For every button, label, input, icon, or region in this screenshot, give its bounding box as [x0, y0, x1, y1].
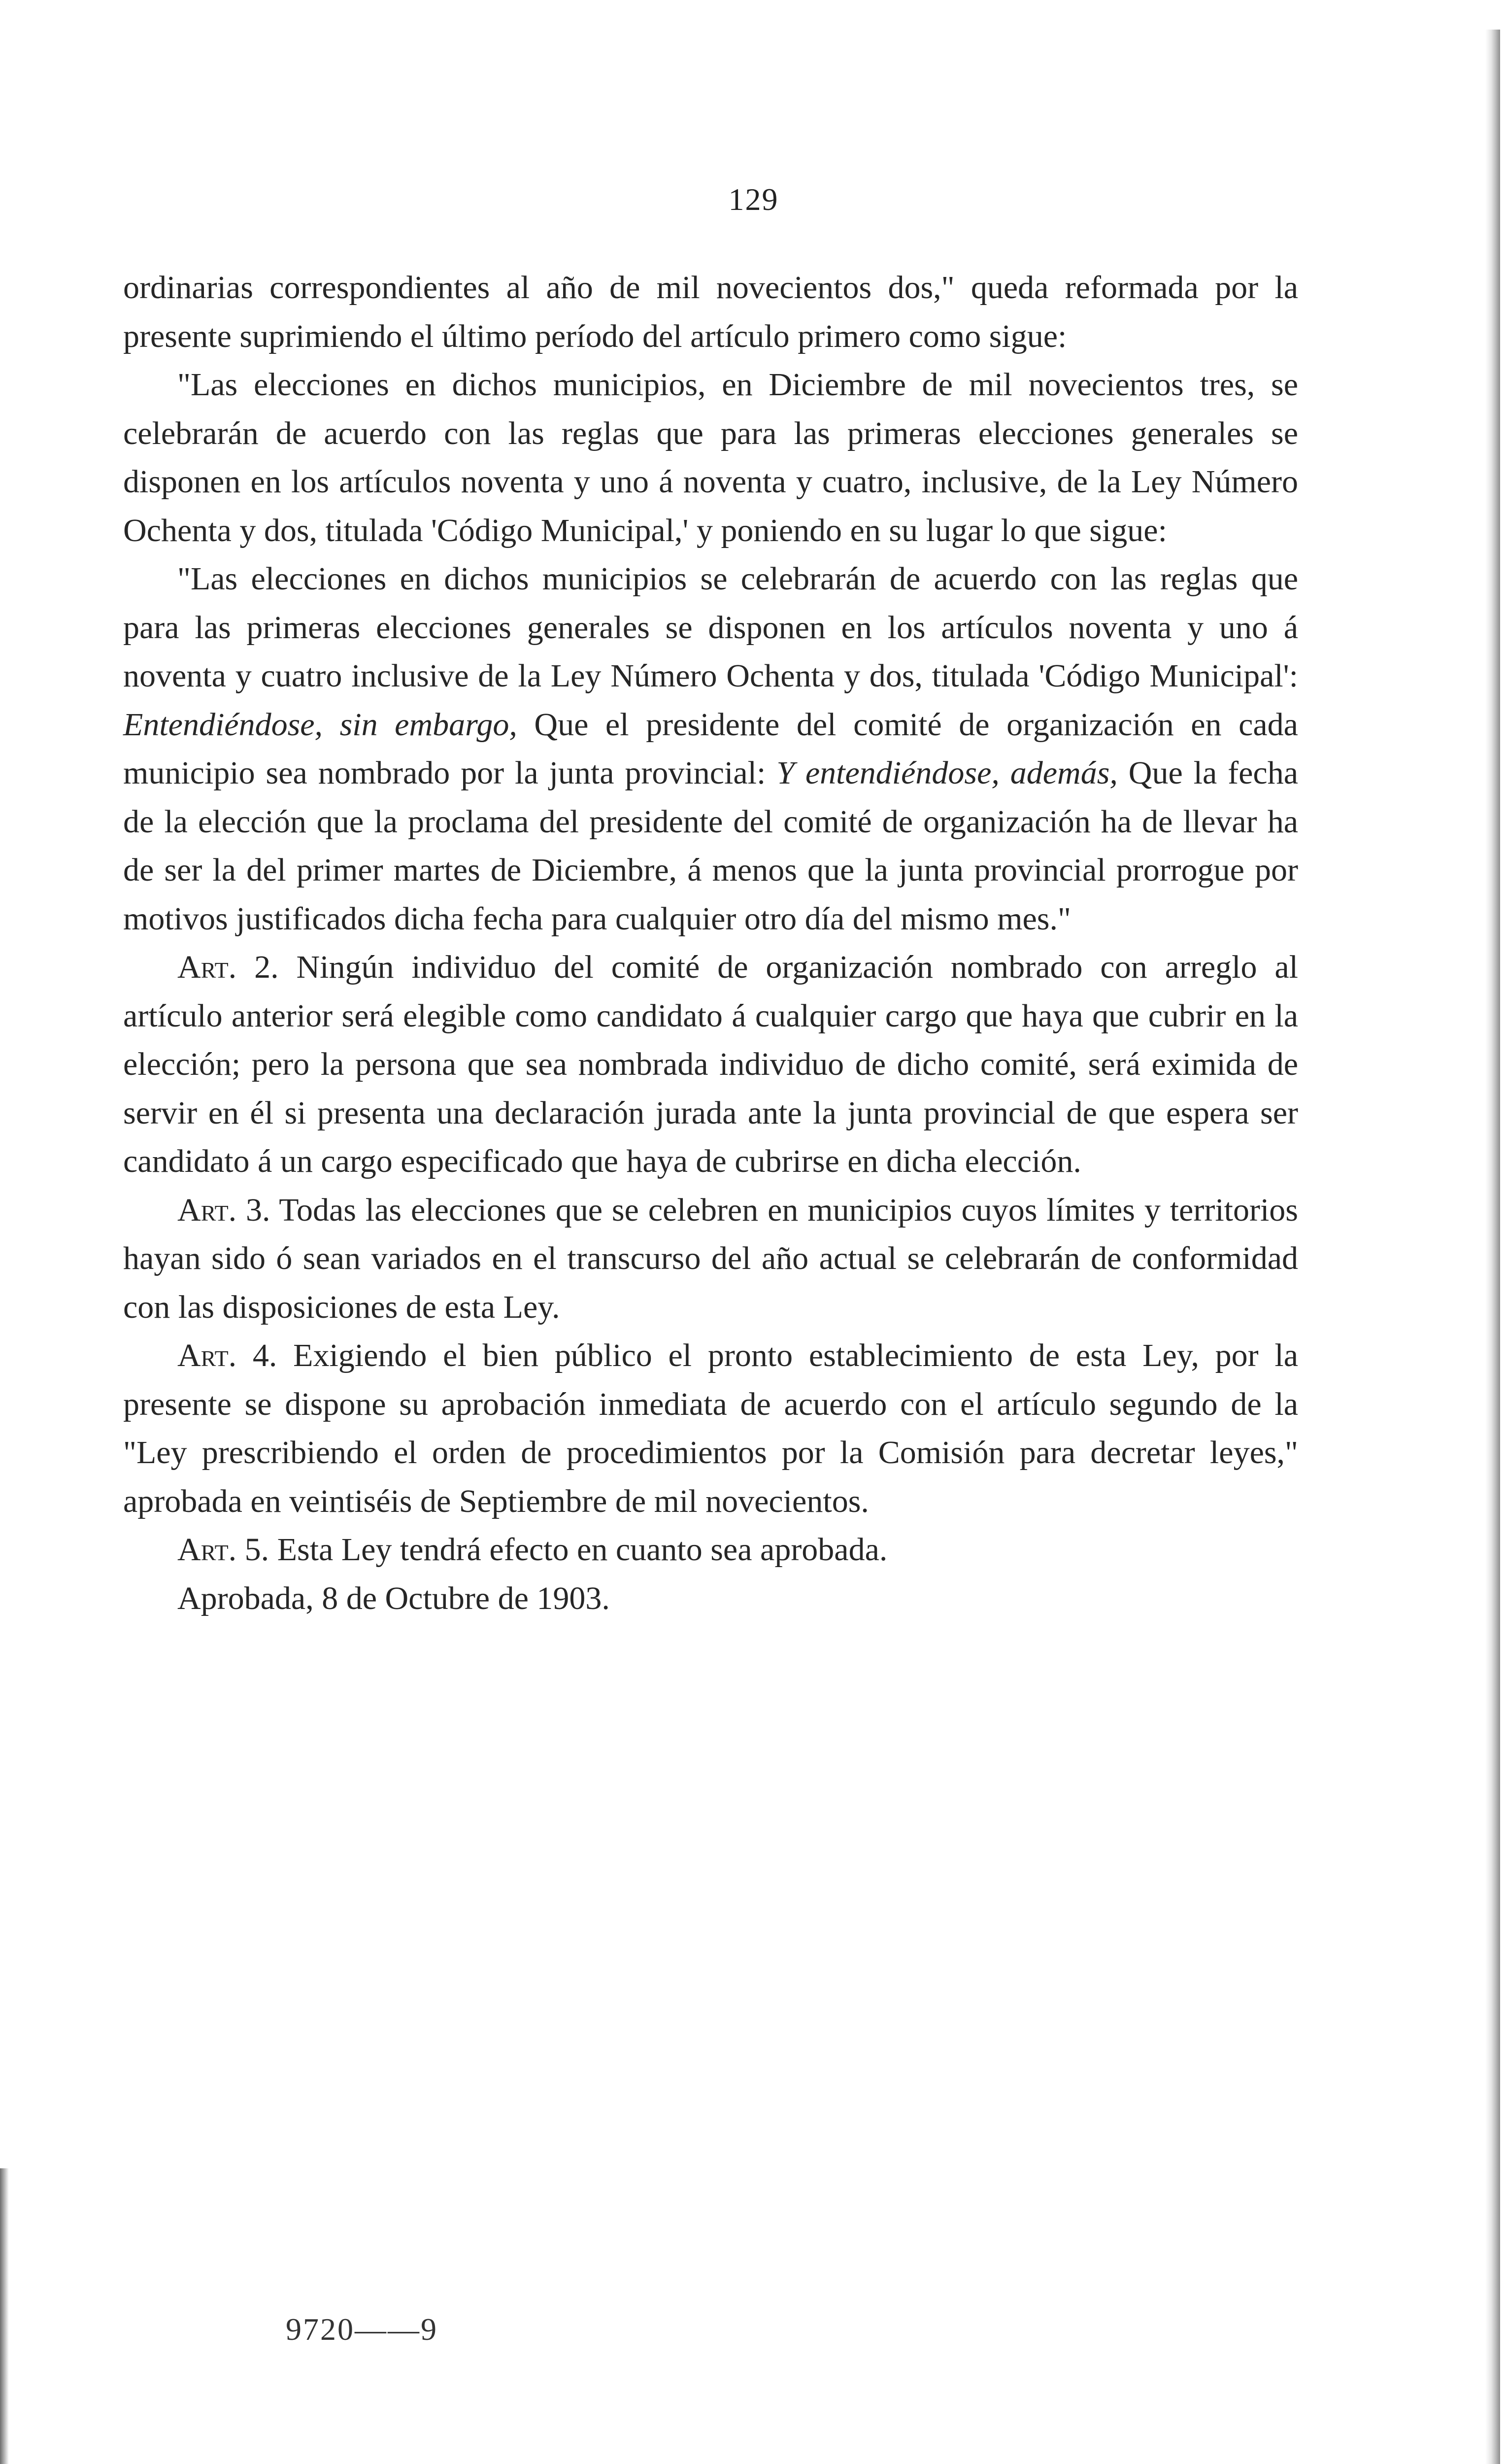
paragraph-quote-1: "Las elecciones en dichos municipios, en Diciembre de mil novecientos tres, se celebrarán de acuerdo con las reglas que para las primeras elecciones generales se disponen en los artículos noventa y uno á noventa y cuatro, inclusive, de la Ley Número Ochenta y dos, titulada 'Código Municipal,' y poniendo en su lugar lo que sigue: [123, 367, 1298, 548]
quote-2-italic-proviso-1: Entendiéndose, sin embargo, [123, 706, 517, 743]
article-2-label: Art. 2. [177, 949, 279, 985]
article-4 [123, 1332, 1298, 1526]
quote-2-text-after: Que la fecha de la elección que la proclama del presidente del comité de organización ha de llevar ha de ser la del primer martes de Diciembre, á menos que la junta provincial prorrogue por motivos justificados dicha fecha para cualquier otro día del mismo mes." [123, 755, 1298, 937]
article-3-label: Art. 3. [177, 1192, 270, 1228]
paragraph-quote-2 [123, 555, 1298, 943]
body-text [123, 264, 1298, 1623]
article-3 [123, 1186, 1298, 1332]
article-4-label: Art. 4. [177, 1337, 277, 1373]
page-edge-shadow [1485, 30, 1500, 2464]
quote-2-text-before: "Las elecciones en dichos municipios se celebrarán de acuerdo con las reglas que para las primeras elecciones generales se disponen en los artículos noventa y uno á noventa y cuatro inclusive de la Ley Número Ochenta y dos, titulada 'Código Municipal': [123, 561, 1298, 694]
article-2 [123, 943, 1298, 1186]
article-5-text: Esta Ley tendrá efecto en cuanto sea aprobada. [269, 1532, 888, 1568]
quote-2-text-middle: Que el presidente del comité de organización en cada municipio sea nombrado por la junta provincial: [123, 706, 1298, 791]
article-2-text: Ningún individuo del comité de organización nombrado con arreglo al artículo anterior será elegible como candidato á cualquier cargo que haya que cubrir en la elección; pero la persona que sea nombrada individuo de dicho comité, será eximida de servir en él si presenta una declaración jurada ante la junta provincial de que espera ser candidato á un cargo especificado que haya de cubrirse en dicha elección. [123, 949, 1298, 1179]
binding-shadow [0, 2168, 9, 2464]
quote-2-italic-proviso-2: Y entendiéndose, además, [776, 755, 1118, 791]
approval-date: Aprobada, 8 de Octubre de 1903. [177, 1580, 610, 1616]
printer-signature-mark: 9720——9 [286, 2312, 438, 2347]
article-4-text: Exigiendo el bien público el pronto establecimiento de esta Ley, por la presente se dispone su aprobación inmediata de acuerdo con el artículo segundo de la "Ley prescribiendo el orden de procedimientos por la Comisión para decretar leyes," aprobada en veintiséis de Septiembre de mil novecientos. [123, 1337, 1298, 1519]
article-5 [123, 1526, 1298, 1574]
paragraph-continuation: ordinarias correspondientes al año de mil novecientos dos," queda reformada por la presente suprimiendo el último período del artículo primero como sigue: [123, 270, 1298, 354]
article-3-text: Todas las elecciones que se celebren en municipios cuyos límites y territorios hayan sido ó sean variados en el transcurso del año actual se celebrarán de conformidad con las disposiciones de esta Ley. [123, 1192, 1298, 1325]
page-number: 129 [728, 182, 779, 217]
article-5-label: Art. 5. [177, 1532, 269, 1568]
